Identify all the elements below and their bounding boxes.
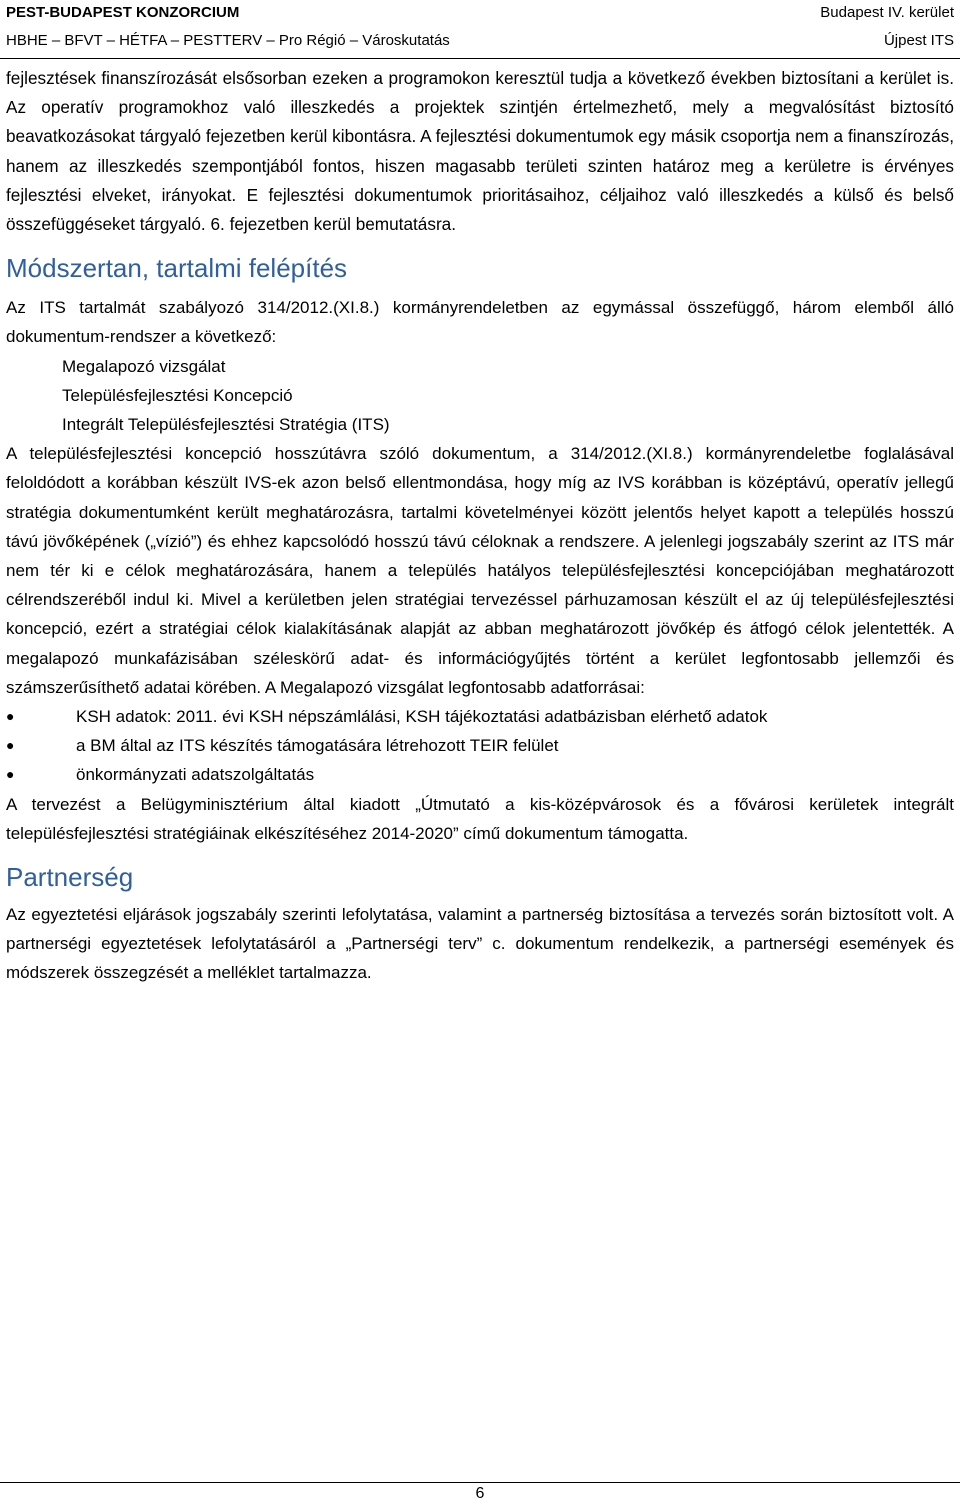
list-item-text: önkormányzati adatszolgáltatás xyxy=(76,765,315,785)
partnership-paragraph: Az egyeztetési eljárások jogszabály szerinti lefolytatása, valamint a partnerség biztosítása a tervezés során biztosított volt. A partnerségi egyeztetések lefolytatásáról a „Partnerségi terv” c. dokumentum rendelkezik, a partnerségi események és módszerek összegzését a melléklet tartalmazza. xyxy=(6,905,954,983)
district-label: Budapest IV. kerület xyxy=(820,3,954,21)
document-body xyxy=(6,64,954,988)
page-number-text: 6 xyxy=(475,1485,485,1502)
document-system-list xyxy=(6,352,954,440)
partnership-heading: Partnerség xyxy=(6,862,134,893)
consortium-title: PEST-BUDAPEST KONZORCIUM xyxy=(6,3,240,21)
partners-label: HBHE – BFVT – HÉTFA – PESTTERV – Pro Régió – Városkutatás xyxy=(6,31,450,49)
list-item-text: KSH adatok: 2011. évi KSH népszámlálási, KSH tájékoztatási adatbázisban elérhető adatok xyxy=(76,707,768,727)
method-heading: Módszertan, tartalmi felépítés xyxy=(6,253,348,284)
method-closing-paragraph: A tervezést a Belügyminisztérium által kiadott „Útmutató a kis-középvárosok és a fővárosi kerületek integrált településfejlesztési stratégiáinak elkészítéséhez 2014-2020” című dokumentum támogatta. xyxy=(6,794,954,843)
intro-paragraph: fejlesztések finanszírozását elsősorban ezeken a programokon keresztül tudja a következő években biztosítani a kerület is. Az operatív programokhoz való illeszkedés a projektek szintjén értelmezhető, mely a megvalósítást biztosító beavatkozásokat tárgyaló fejezetben kerül kibontásra. A fejlesztési dokumentumok egy másik csoportja nem a finanszírozás, hanem az illeszkedés szempontjából fontos, hiszen magasabb területi szinten határoz meg a kerületre is érvényes fejlesztési elveket, irányokat. E fejlesztési dokumentumok prioritásaihoz, céljaihoz való illeszkedés a külső és belső összefüggéseket tárgyaló. 6. fejezetben kerül bemutatásra. xyxy=(6,68,954,235)
document-item: Településfejlesztési Koncepció xyxy=(62,385,293,405)
document-item: Megalapozó vizsgálat xyxy=(62,356,226,376)
bullet-icon: ● xyxy=(6,766,15,783)
method-intro-paragraph: Az ITS tartalmát szabályozó 314/2012.(XI.8.) kormányrendeletben az egymással összefüggő, három elemből álló dokumentum-rendszer a következő: xyxy=(6,298,954,347)
list-item xyxy=(6,702,954,731)
page-header xyxy=(0,0,960,59)
list-item xyxy=(6,760,954,789)
bullet-icon: ● xyxy=(6,708,15,725)
header-top-row xyxy=(6,0,954,24)
header-bottom-row xyxy=(6,28,954,52)
page-number xyxy=(0,1482,960,1503)
place-label: Újpest ITS xyxy=(883,31,954,49)
list-item xyxy=(6,731,954,760)
method-body-paragraph: A településfejlesztési koncepció hosszútávra szóló dokumentum, a 314/2012.(XI.8.) kormányrendeletbe foglalásával feloldódott a korábban készült IVS-ek azon belső ellentmondása, hogy míg az IVS korábban is középtávú, operatív jellegű stratégia dokumentumként került meghatározásra, tartalmi követelményei között jelentős helyet kapott a település hosszú távú jövőképének („vízió”) és ehhez kapcsolódó hosszú távú céloknak a rendszere. A jelenlegi jogszabály szerint az ITS már nem tér ki e célok meghatározására, hanem a település hatályos településfejlesztési koncepciójában meghatározott célrendszeréből indul ki. Mivel a kerületben jelen stratégiai tervezéssel párhuzamosan készült el az új településfejlesztési koncepció, ezért a stratégiai célok kialakításának alapját az abban meghatározott jövőkép és átfogó célok jelentették. A megalapozó munkafázisában széleskörű adat- és információgyűjtés történt a kerület legfontosabb jellemzői és számszerűsíthető adatai körében. A Megalapozó vizsgálat legfontosabb adatforrásai: xyxy=(6,444,954,697)
data-sources-list xyxy=(6,702,954,790)
bullet-icon: ● xyxy=(6,737,15,754)
list-item-text: a BM által az ITS készítés támogatására létrehozott TEIR felület xyxy=(76,736,559,756)
document-item: Integrált Településfejlesztési Stratégia (ITS) xyxy=(62,415,390,435)
